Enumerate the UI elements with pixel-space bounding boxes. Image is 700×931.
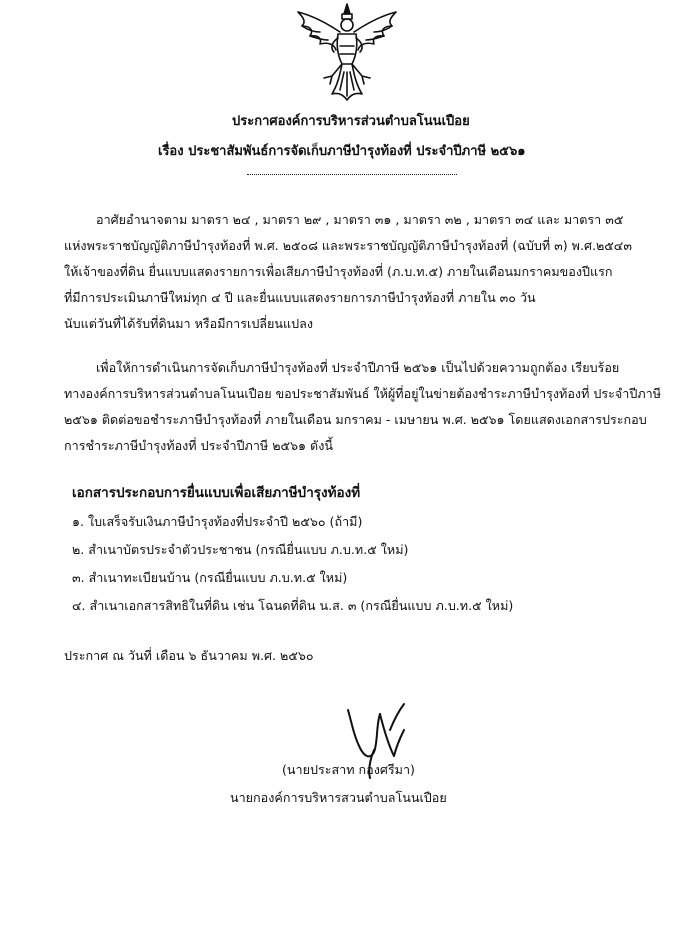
signer-name: (นายประสาท กองศรีมา) <box>282 762 415 777</box>
document-item: ๔. สำเนาเอกสารสิทธิในที่ดิน เช่น โฉนดที่ดิน น.ส. ๓ (กรณียื่นแบบ ภ.บ.ท.๕ ใหม่) <box>72 598 514 613</box>
paragraph1-line: อาศัยอำนาจตาม มาตรา ๒๔ , มาตรา ๒๙ , มาตรา ๓๑ , มาตรา ๓๒ , มาตรา ๓๔ และ มาตรา ๓๕ <box>96 212 624 227</box>
paragraph1-line: ให้เจ้าของที่ดิน ยื่นแบบแสดงรายการเพื่อเสียภาษีบำรุงท้องที่ (ภ.บ.ท.๕) ภายในเดือนมกราคมของปีแรก <box>64 264 613 279</box>
announcement-org-title: ประกาศองค์การบริหารส่วนตำบลโนนเปือย <box>232 114 470 129</box>
documents-heading: เอกสารประกอบการยื่นแบบเพื่อเสียภาษีบำรุงท้องที่ <box>72 485 361 501</box>
signer-position: นายกองค์การบริหารสวนตำบลโนนเปือย <box>230 790 447 805</box>
paragraph2-line: ทางองค์การบริหารส่วนตำบลโนนเปือย ขอประชาสัมพันธ์ ให้ผู้ที่อยู่ในข่ายต้องชำระภาษีบำรุงท้องที่ ประจำปีภาษี <box>64 386 662 401</box>
paragraph2-line: การชำระภาษีบำรุงท้องที่ ประจำปีภาษี ๒๕๖๑ ดังนี้ <box>64 438 333 453</box>
paragraph2-line: เพื่อให้การดำเนินการจัดเก็บภาษีบำรุงท้องที่ ประจำปีภาษี ๒๕๖๑ เป็นไปด้วยความถูกต้อง เรียบร้อย <box>96 360 620 375</box>
paragraph1-line: ที่มีการประเมินภาษีใหม่ทุก ๔ ปี และยื่นแบบแสดงรายการภาษีบำรุงท้องที่ ภายใน ๓๐ วัน <box>64 290 536 305</box>
paragraph1-line: นับแต่วันที่ได้รับที่ดินมา หรือมีการเปลี่ยนแปลง <box>64 316 313 331</box>
document-item: ๓. สำเนาทะเบียนบ้าน (กรณียื่นแบบ ภ.บ.ท.๕ ใหม่) <box>72 570 348 585</box>
title-divider <box>247 174 457 175</box>
garuda-emblem-icon <box>288 2 406 102</box>
paragraph2-line: ๒๕๖๑ ติดต่อขอชำระภาษีบำรุงท้องที่ ภายในเดือน มกราคม - เมษายน พ.ศ. ๒๕๖๑ โดยแสดงเอกสารประกอบ <box>64 412 647 427</box>
announce-date: ประกาศ ณ วันที่ เดือน ๖ ธันวาคม พ.ศ. ๒๕๖๐ <box>64 648 314 663</box>
document-item: ๒. สำเนาบัตรประจำตัวประชาชน (กรณียื่นแบบ ภ.บ.ท.๕ ใหม่) <box>72 542 409 557</box>
document-item: ๑. ใบเสร็จรับเงินภาษีบำรุงท้องที่ประจำปี ๒๕๖๐ (ถ้ามี) <box>72 514 363 529</box>
announcement-subject: เรื่อง ประชาสัมพันธ์การจัดเก็บภาษีบำรุงท้องที่ ประจำปีภาษี ๒๕๖๑ <box>158 144 526 159</box>
paragraph1-line: แห่งพระราชบัญญัติภาษีบำรุงท้องที่ พ.ศ. ๒๕๐๘ และพระราชบัญญัติภาษีบำรุงท้องที่ (ฉบับที่ ๓) พ.ศ.๒๕๔๓ <box>64 238 632 253</box>
